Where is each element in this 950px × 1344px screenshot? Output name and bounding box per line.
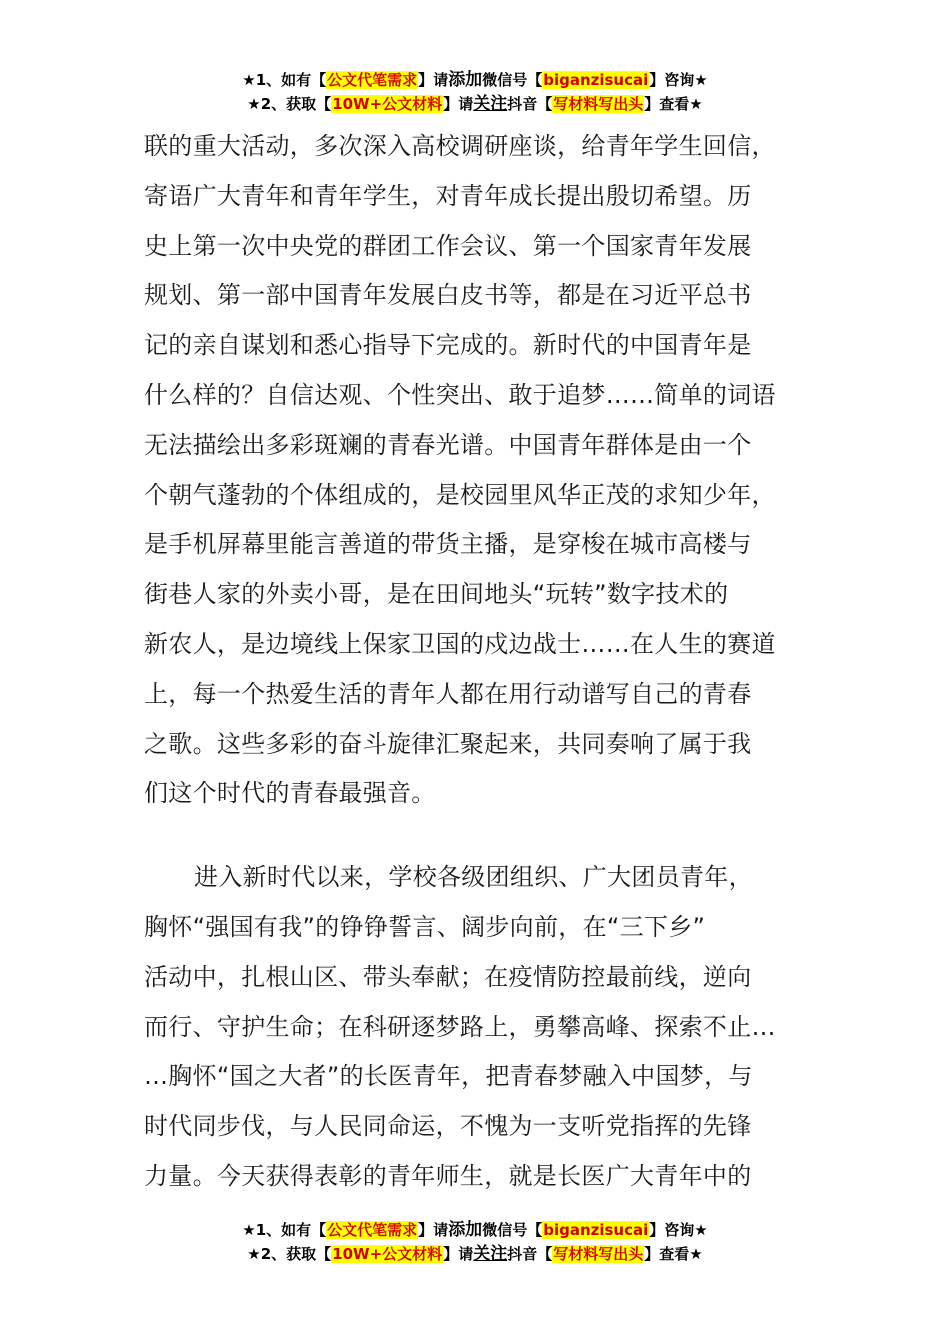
banner-text: 抖音【: [507, 1245, 553, 1263]
highlight-wechat-id: biganzisucai: [543, 1221, 649, 1239]
text-line: 无法描绘出多彩斑斓的青春光谱。中国青年群体是由一个: [144, 430, 752, 459]
text-line: 街巷人家的外卖小哥，是在田间地头“玩转”数字技术的: [144, 580, 729, 609]
text-line: 什么样的？自信达观、个性突出、敢于追梦……简单的词语: [144, 380, 776, 409]
paragraph-1: [144, 122, 806, 819]
text-line: 记的亲自谋划和悉心指导下完成的。新时代的中国青年是: [144, 331, 752, 360]
banner-text: 】请: [418, 1221, 449, 1239]
text-line: 胸怀“强国有我”的铮铮誓言、阔步向前，在“三下乡”: [144, 912, 706, 941]
text-line: 活动中，扎根山区、带头奉献；在疫情防控最前线，逆向: [144, 962, 752, 991]
highlight-materials: 10W+公文材料: [332, 1245, 443, 1263]
text-line: 进入新时代以来，学校各级团组织、广大团员青年，: [194, 863, 753, 892]
text-line: 们这个时代的青春最强音。: [144, 779, 436, 808]
footer-banner: [0, 1218, 950, 1266]
banner-text: ★1、如有【: [242, 71, 327, 89]
text-line: 史上第一次中央党的群团工作会议、第一个国家青年发展: [144, 231, 752, 260]
highlight-service: 公文代笔需求: [327, 71, 418, 89]
paragraph-2: [144, 853, 806, 1202]
banner-text: ★1、如有【: [242, 1221, 327, 1239]
banner-text: 】查看★: [644, 1245, 703, 1263]
banner-text: 微信号【: [482, 71, 543, 89]
text-line: 个朝气蓬勃的个体组成的，是校园里风华正茂的求知少年，: [144, 480, 776, 509]
text-line: 规划、第一部中国青年发展白皮书等，都是在习近平总书: [144, 281, 752, 310]
text-line: 力量。今天获得表彰的青年师生，就是长医广大青年中的: [144, 1161, 752, 1190]
banner-text: 】查看★: [644, 95, 703, 113]
text-line: 而行、守护生命；在科研逐梦路上，勇攀高峰、探索不止…: [144, 1012, 776, 1041]
banner-text: 】请: [418, 71, 449, 89]
text-line: …胸怀“国之大者”的长医青年，把青春梦融入中国梦，与: [144, 1062, 753, 1091]
text-line: 上，每一个热爱生活的青年人都在用行动谱写自己的青春: [144, 679, 752, 708]
banner-text: ★2、获取【: [247, 95, 332, 113]
banner-text: ★2、获取【: [247, 1245, 332, 1263]
banner-line-1: [0, 68, 950, 92]
highlight-douyin-account: 写材料写出头: [553, 95, 644, 113]
banner-emphasis: 关注: [473, 94, 508, 114]
text-line: 之歌。这些多彩的奋斗旋律汇聚起来，共同奏响了属于我: [144, 729, 752, 758]
banner-text: 抖音【: [507, 95, 553, 113]
header-banner: [0, 68, 950, 116]
document-body: [144, 122, 806, 1202]
text-line: 时代同步伐，与人民同命运，不愧为一支听党指挥的先锋: [144, 1112, 752, 1141]
text-line: 新农人，是边境线上保家卫国的戍边战士……在人生的赛道: [144, 629, 776, 658]
banner-line-2: [0, 1242, 950, 1266]
highlight-materials: 10W+公文材料: [332, 95, 443, 113]
banner-emphasis: 添加: [448, 1220, 483, 1240]
banner-emphasis: 关注: [473, 1244, 508, 1264]
banner-text: 】咨询★: [649, 1221, 708, 1239]
banner-emphasis: 添加: [448, 70, 483, 90]
banner-text: 微信号【: [482, 1221, 543, 1239]
banner-line-1: [0, 1218, 950, 1242]
paragraph-gap: [144, 819, 806, 853]
highlight-douyin-account: 写材料写出头: [553, 1245, 644, 1263]
highlight-wechat-id: biganzisucai: [543, 71, 649, 89]
banner-text: 】请: [443, 95, 474, 113]
text-line: 是手机屏幕里能言善道的带货主播，是穿梭在城市高楼与: [144, 530, 752, 559]
text-line: 寄语广大青年和青年学生，对青年成长提出殷切希望。历: [144, 181, 752, 210]
highlight-service: 公文代笔需求: [327, 1221, 418, 1239]
banner-text: 】请: [443, 1245, 474, 1263]
banner-line-2: [0, 92, 950, 116]
banner-text: 】咨询★: [649, 71, 708, 89]
text-line: 联的重大活动，多次深入高校调研座谈，给青年学生回信，: [144, 132, 776, 160]
